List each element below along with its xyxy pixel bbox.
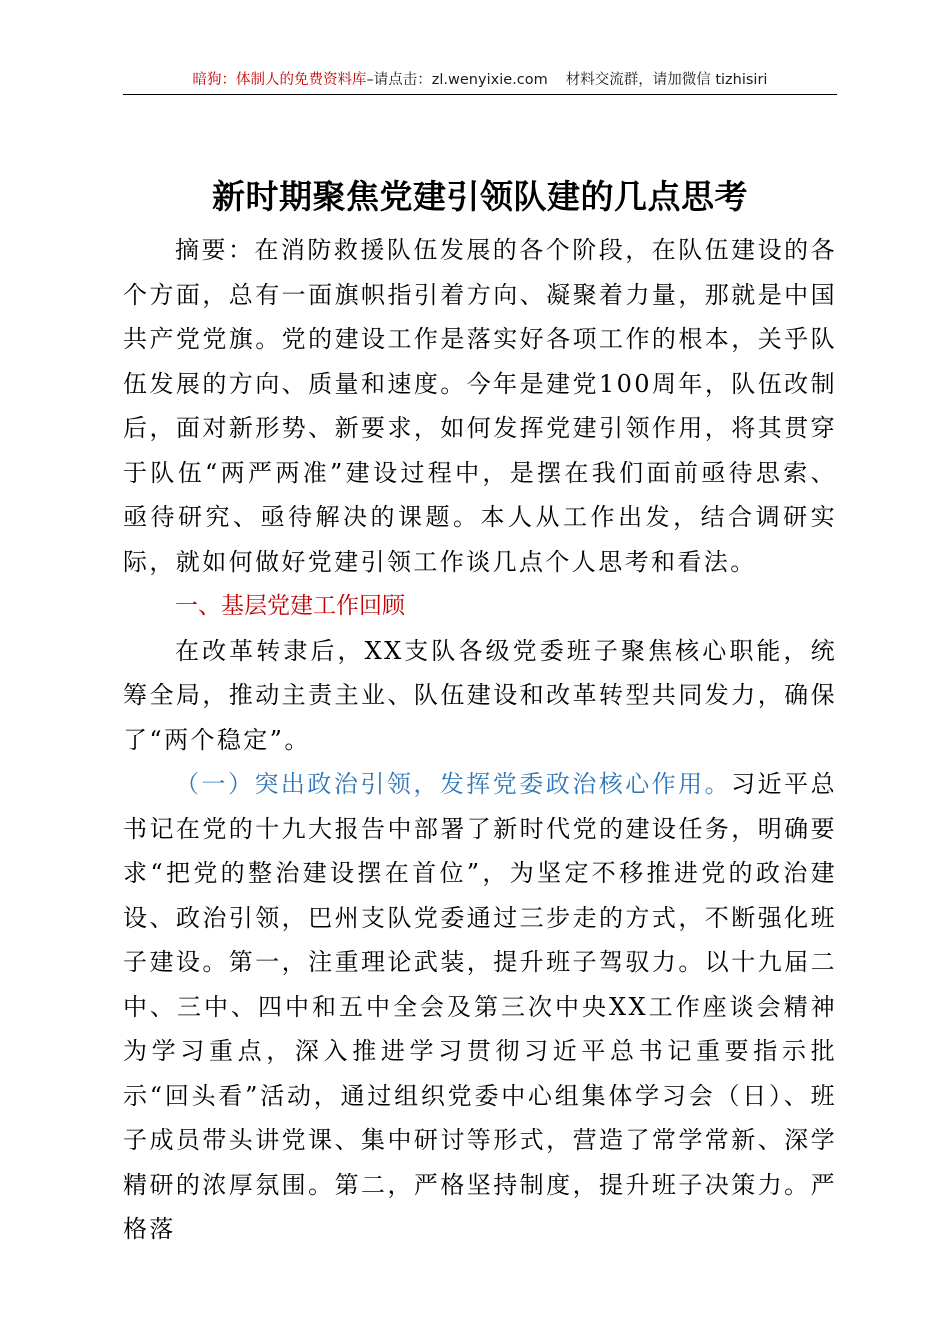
- section-intro-paragraph: 在改革转隶后，XX支队各级党委班子聚焦核心职能，统筹全局，推动主责主业、队伍建设和改革转型共同发力，确保了“两个稳定”。: [123, 636, 837, 754]
- header-source-label: 暗狗：体制人的免费资料库: [192, 72, 367, 88]
- abstract-paragraph: 摘要：在消防救援队伍发展的各个阶段，在队伍建设的各个方面，总有一面旗帜指引着方向、凝聚着力量，那就是中国共产党党旗。党的建设工作是落实好各项工作的根本，关乎队伍发展的方向、质量和速度。今年是建党100周年，队伍改制后，面对新形势、新要求，如何发挥党建引领作用，将其贯穿于队伍“两严两准”建设过程中，是摆在我们面前亟待思索、亟待研究、亟待解决的课题。本人从工作出发，结合调研实际，就如何做好党建引领工作谈几点个人思考和看法。: [123, 236, 837, 576]
- section-heading: 一、基层党建工作回顾: [175, 593, 405, 619]
- header-click-label: –请点击：: [366, 72, 432, 88]
- subsection-paragraph: [123, 762, 837, 1252]
- header-contact: 材料交流群，请加微信 tizhisiri: [565, 72, 768, 88]
- page-header: [123, 68, 837, 95]
- document-body: [123, 228, 837, 1252]
- subsection-body: 习近平总书记在党的十九大报告中部署了新时代党的建设任务，明确要求“把党的整治建设摆在首位”，为坚定不移推进党的政治建设、政治引领，巴州支队党委通过三步走的方式，不断强化班子建设。第一，注重理论武装，提升班子驾驭力。以十九届二中、三中、四中和五中全会及第三次中央XX工作座谈会精神为学习重点，深入推进学习贯彻习近平总书记重要指示批示“回头看”活动，通过组织党委中心组集体学习会（日）、班子成员带头讲党课、集中研讨等形式，营造了常学常新、深学精研的浓厚氛围。第二，严格坚持制度，提升班子决策力。严格落: [123, 770, 837, 1243]
- header-url-link[interactable]: zl.wenyixie.com: [431, 72, 548, 88]
- document-title: 新时期聚焦党建引领队建的几点思考: [212, 177, 748, 217]
- subsection-heading: （一）突出政治引领，发挥党委政治核心作用。: [175, 770, 732, 798]
